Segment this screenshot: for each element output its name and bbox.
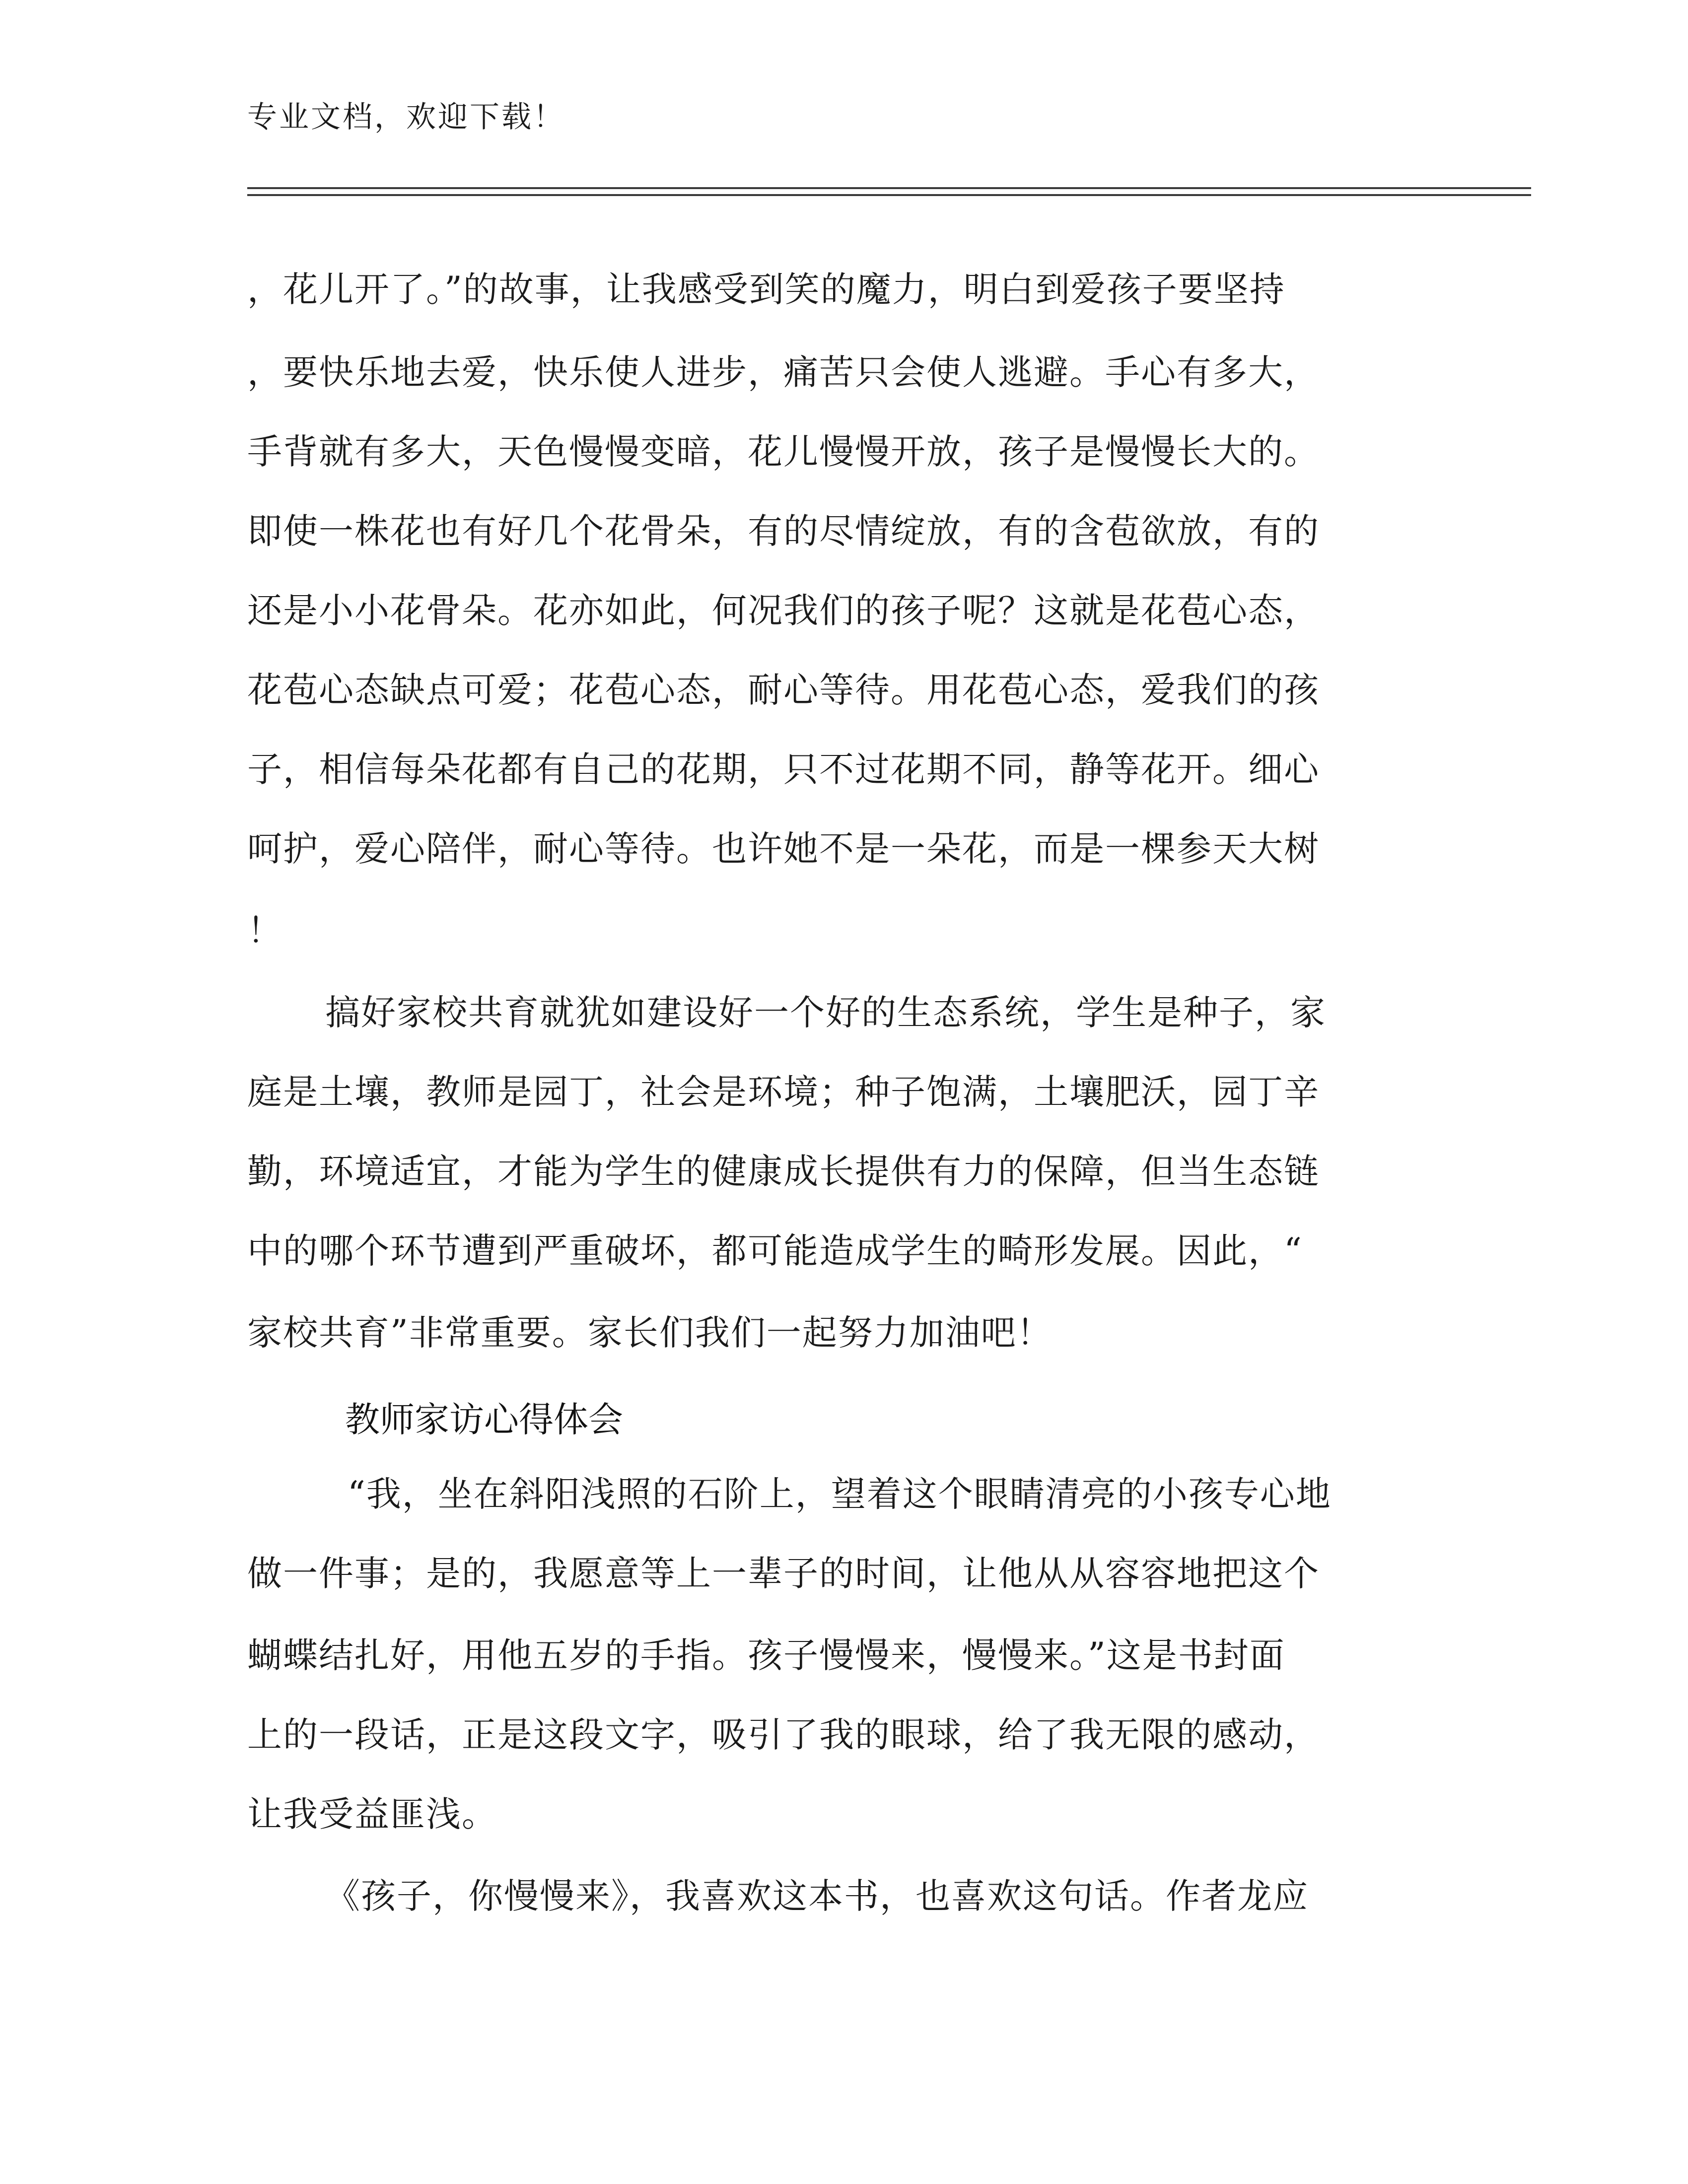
text-line: 做一件事；是的，我愿意等上一辈子的时间，让他从从容容地把这个 [247, 1553, 1320, 1594]
text-line: 《孩子，你慢慢来》，我喜欢这本书，也喜欢这句话。作者龙应 [325, 1876, 1309, 1916]
text-line: 搞好家校共育就犹如建设好一个好的生态系统，学生是种子，家 [325, 992, 1326, 1033]
text-line: 呵护，爱心陪伴，耐心等待。也许她不是一朵花，而是一棵参天大树 [247, 828, 1320, 869]
text-line: 手背就有多大，天色慢慢变暗，花儿慢慢开放，孩子是慢慢长大的。 [247, 431, 1320, 472]
header-rule-bottom [247, 194, 1531, 196]
section-heading: 教师家访心得体会 [345, 1399, 623, 1440]
header-rule-top [247, 187, 1531, 189]
text-line: ！ [247, 910, 283, 951]
text-line: 让我受益匪浅。 [247, 1794, 497, 1835]
text-line: 勤，环境适宜，才能为学生的健康成长提供有力的保障，但当生态链 [247, 1151, 1320, 1192]
text-line: 庭是土壤，教师是园丁，社会是环境；种子饱满，土壤肥沃，园丁辛 [247, 1072, 1320, 1112]
page-header: 专业文档，欢迎下载！ [247, 100, 565, 135]
text-line: 还是小小花骨朵。花亦如此，何况我们的孩子呢？这就是花苞心态， [247, 590, 1320, 631]
text-line: ，要快乐地去爱，快乐使人进步，痛苦只会使人逃避。手心有多大， [247, 352, 1320, 393]
text-line: 即使一株花也有好几个花骨朵，有的尽情绽放，有的含苞欲放，有的 [247, 511, 1320, 551]
text-line: 家校共育”非常重要。家长们我们一起努力加油吧！ [247, 1312, 1053, 1353]
text-line: 中的哪个环节遭到严重破坏，都可能造成学生的畸形发展。因此，“ [247, 1230, 1303, 1271]
text-line: 上的一段话，正是这段文字，吸引了我的眼球，给了我无限的感动， [247, 1714, 1320, 1755]
text-line: 子，相信每朵花都有自己的花期，只不过花期不同，静等花开。细心 [247, 749, 1320, 790]
text-line: ，花儿开了。”的故事，让我感受到笑的魔力，明白到爱孩子要坚持 [247, 269, 1285, 310]
text-line: 蝴蝶结扎好，用他五岁的手指。孩子慢慢来，慢慢来。”这是书封面 [247, 1635, 1285, 1676]
text-line: “我，坐在斜阳浅照的石阶上，望着这个眼睛清亮的小孩专心地 [348, 1474, 1332, 1514]
text-line: 花苞心态缺点可爱；花苞心态，耐心等待。用花苞心态，爱我们的孩 [247, 670, 1320, 710]
